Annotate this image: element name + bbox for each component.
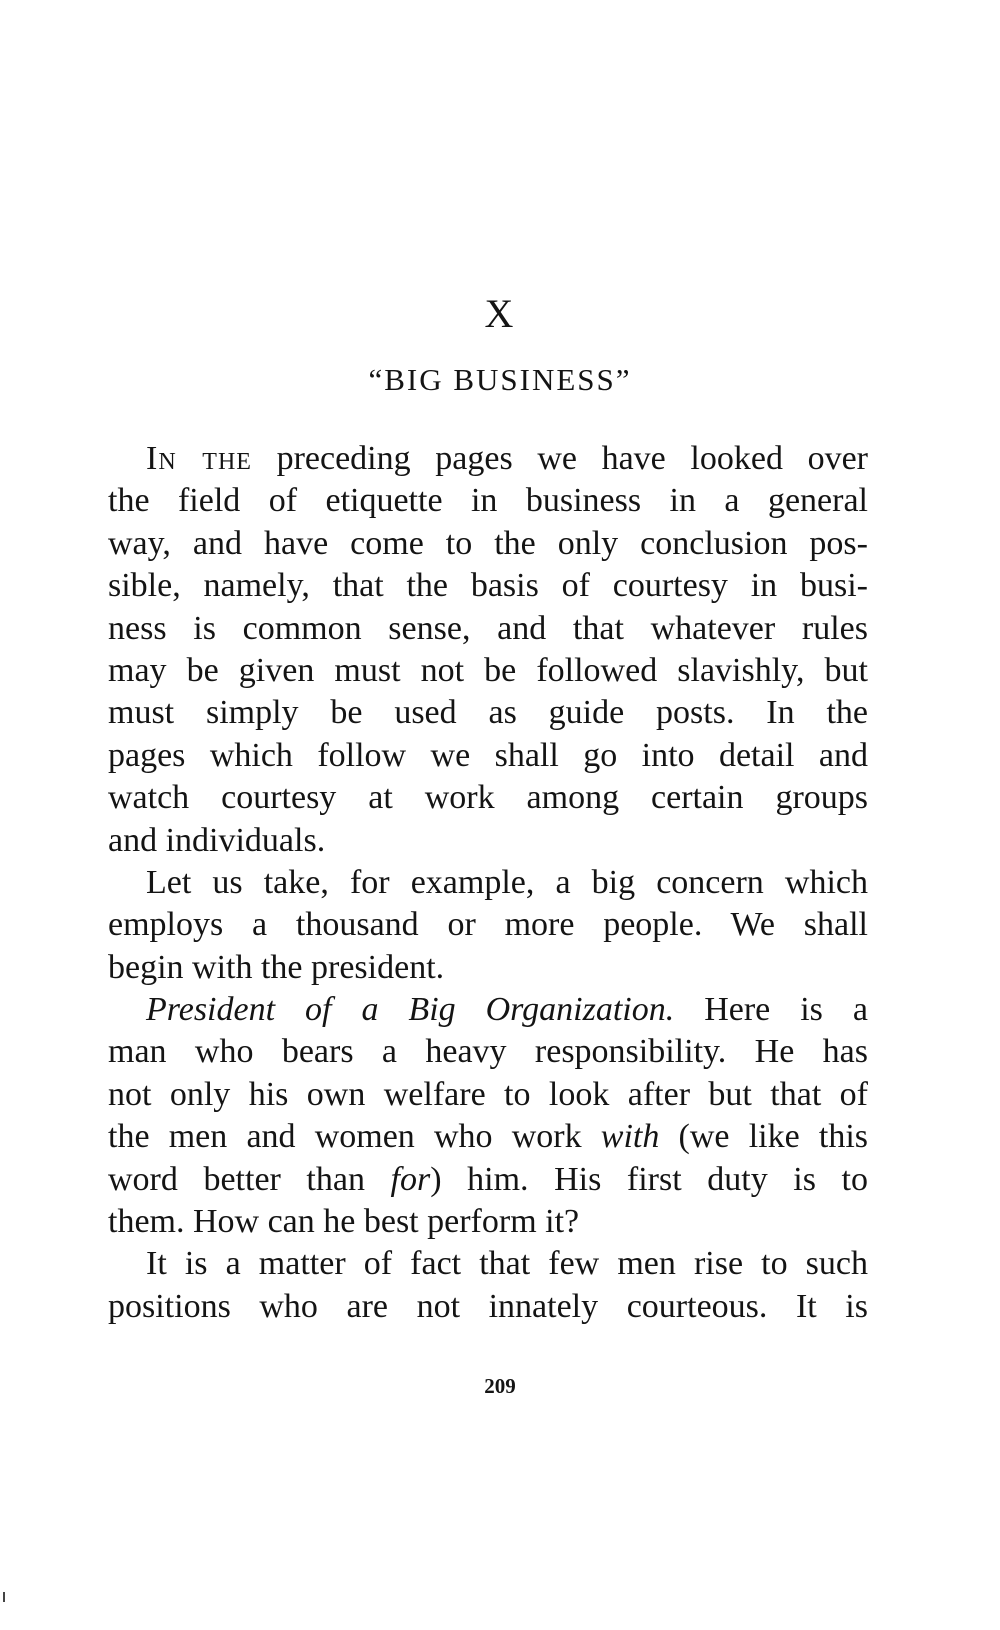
text-segment: must simply be used as guide posts. In the xyxy=(108,694,868,732)
text-line xyxy=(108,1031,868,1073)
text-line xyxy=(108,692,868,734)
text-segment: not only his own welfare to look after but that of xyxy=(108,1075,868,1113)
body-text xyxy=(108,438,868,1328)
text-segment: Let us take, for example, a big concern which xyxy=(146,863,868,901)
text-segment: the field of etiquette in business in a general xyxy=(108,482,868,520)
text-line xyxy=(108,438,868,480)
text-segment: positions who are not innately courteous. It is xyxy=(108,1287,868,1325)
text-segment: man who bears a heavy responsibility. He has xyxy=(108,1033,868,1071)
chapter-number: X xyxy=(484,291,516,336)
text-line xyxy=(108,862,868,904)
text-line xyxy=(108,1074,868,1116)
text-segment: may be given must not be followed slavishly, but xyxy=(108,651,868,689)
text-line xyxy=(108,480,868,522)
text-line xyxy=(108,904,868,946)
italic-word: for xyxy=(390,1160,431,1198)
text-segment: It is a matter of fact that few men rise to such xyxy=(146,1245,868,1283)
text-segment: ness is common sense, and that whatever rules xyxy=(108,609,868,647)
text-line xyxy=(108,650,868,692)
text-segment: Here is a xyxy=(674,991,868,1029)
text-line xyxy=(108,947,868,989)
text-line xyxy=(108,565,868,607)
text-segment: sible, namely, that the basis of courtesy in busi- xyxy=(108,567,868,605)
text-line xyxy=(108,989,868,1031)
italic-heading: President of a Big Organization. xyxy=(146,991,675,1029)
text-segment: ) him. His first duty is to xyxy=(430,1160,868,1198)
text-line xyxy=(108,735,868,777)
page-number: 209 xyxy=(484,1374,516,1398)
scan-edge-mark xyxy=(3,1592,5,1602)
text-segment: and individuals. xyxy=(108,821,326,859)
text-line xyxy=(108,777,868,819)
text-line xyxy=(108,523,868,565)
text-segment: the men and women who work xyxy=(108,1118,601,1156)
text-segment: begin with the president. xyxy=(108,948,445,986)
text-segment: employs a thousand or more people. We shall xyxy=(108,906,868,944)
text-line xyxy=(108,1116,868,1158)
text-segment: word better than xyxy=(108,1160,391,1198)
text-segment: preceding pages we have looked over xyxy=(251,440,868,477)
italic-word: with xyxy=(600,1118,660,1156)
text-segment: pages which follow we shall go into detail and xyxy=(108,736,868,774)
small-caps-opening: In the xyxy=(146,440,252,477)
text-line xyxy=(108,1159,868,1201)
text-segment: (we like this xyxy=(659,1118,868,1156)
text-line xyxy=(108,1243,868,1285)
text-line xyxy=(108,1286,868,1328)
chapter-title: “BIG BUSINESS” xyxy=(368,362,632,397)
text-line xyxy=(108,1201,868,1243)
text-segment: watch courtesy at work among certain groups xyxy=(108,779,868,817)
text-line xyxy=(108,820,868,862)
text-segment: way, and have come to the only conclusion pos- xyxy=(108,524,868,562)
text-line xyxy=(108,608,868,650)
text-segment: them. How can he best perform it? xyxy=(108,1203,580,1241)
